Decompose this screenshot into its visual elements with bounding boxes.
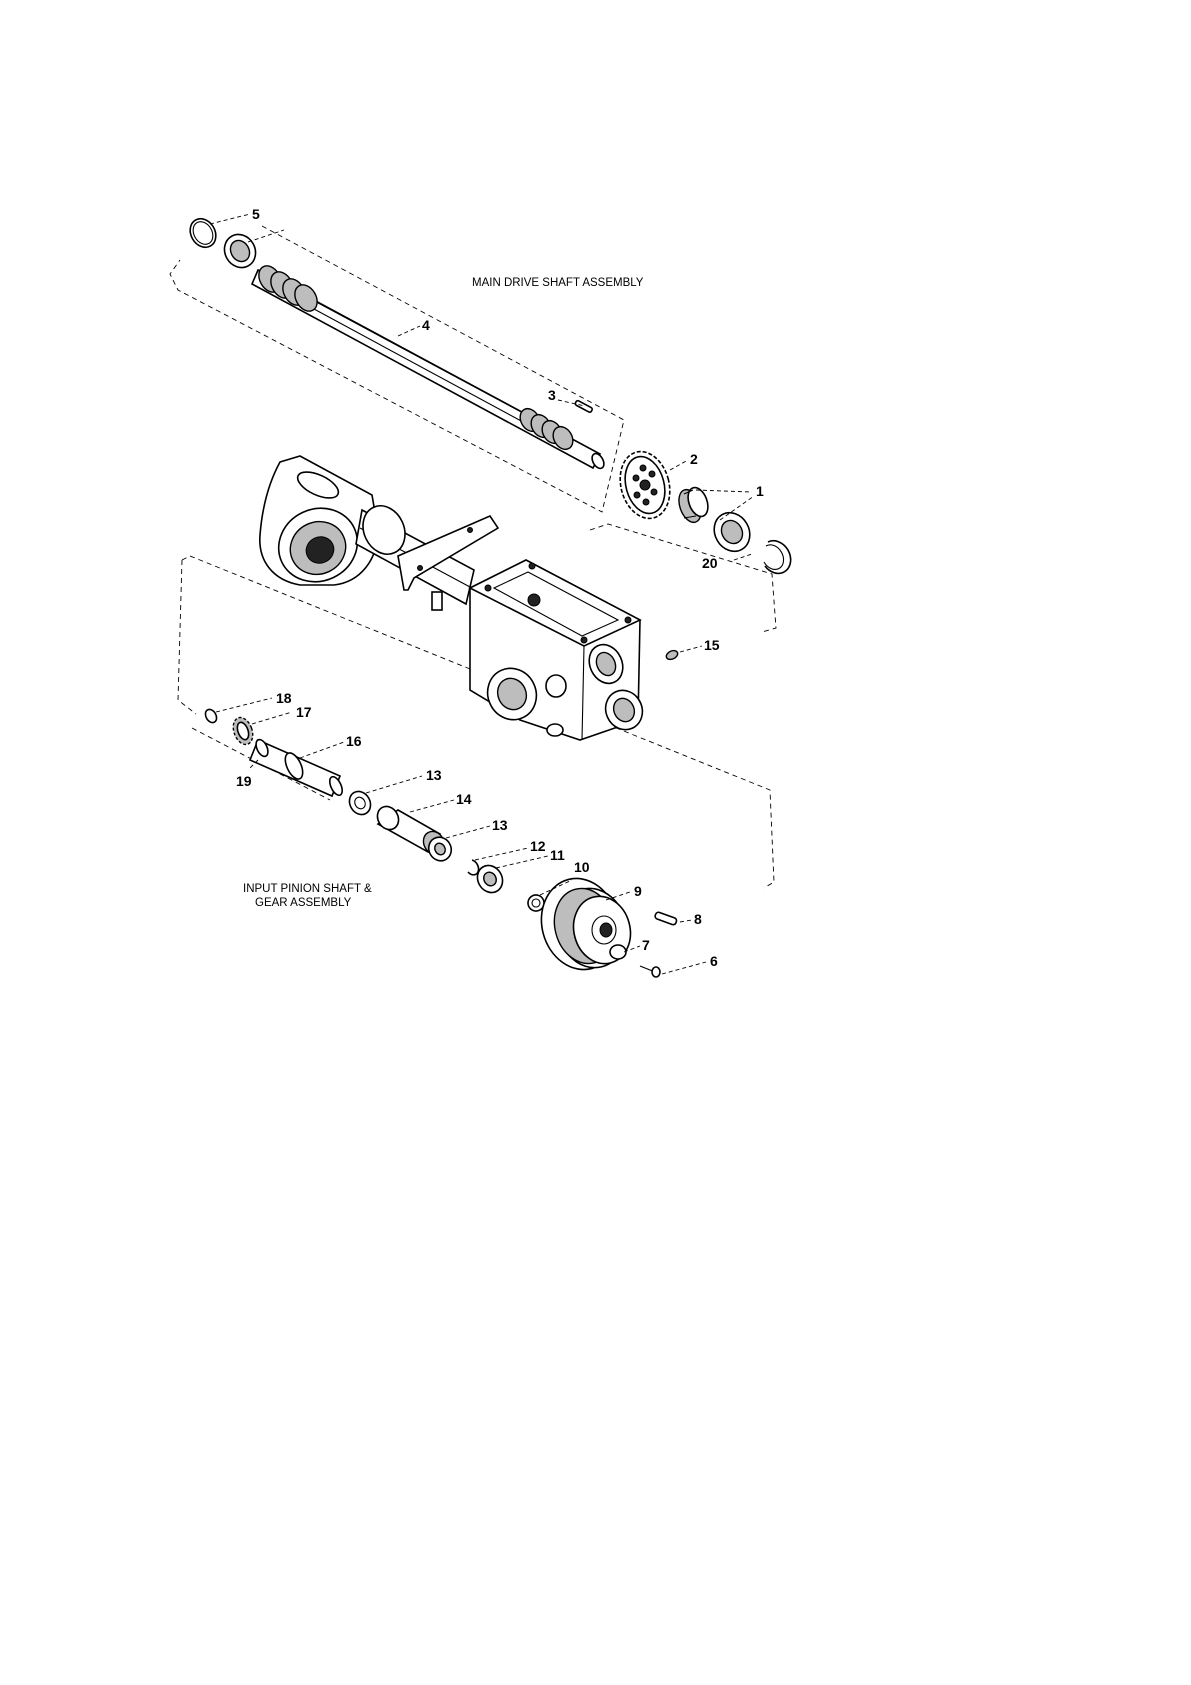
- callout-8: 8: [694, 911, 702, 927]
- transmission-housing: [260, 456, 649, 740]
- callout-19: 19: [236, 773, 252, 789]
- input-pinion-assembly-title-line1: INPUT PINION SHAFT &: [243, 883, 372, 895]
- shaft-worm-threads-left: [254, 262, 321, 315]
- vent-plug-part: [665, 649, 679, 661]
- snap-ring-small-part: [468, 860, 479, 875]
- callout-4: 4: [422, 317, 430, 333]
- pulley-part: [531, 870, 637, 979]
- input-pinion-assembly-title-line2: GEAR ASSEMBLY: [255, 897, 352, 909]
- pinion-gear-part: [230, 715, 256, 747]
- retaining-ring-part: [185, 214, 221, 252]
- pinion-retaining-ring-part: [203, 707, 219, 724]
- callout-12: 12: [530, 838, 546, 854]
- pulley-key-part: [654, 911, 677, 925]
- callout-2: 2: [690, 451, 698, 467]
- bearing-cone-part: [675, 485, 712, 526]
- bearing-race-part: [707, 506, 756, 558]
- shaft-worm-threads-right: [516, 405, 577, 453]
- callout-18: 18: [276, 690, 292, 706]
- main-drive-assembly-title: MAIN DRIVE SHAFT ASSEMBLY: [472, 277, 644, 289]
- callout-14: 14: [456, 791, 472, 807]
- callout-3: 3: [548, 387, 556, 403]
- callout-15: 15: [704, 637, 720, 653]
- callout-20: 20: [702, 555, 718, 571]
- spur-gear-part: [613, 446, 677, 524]
- main-drive-shaft-part: [252, 262, 606, 471]
- callout-1: 1: [756, 483, 764, 499]
- callout-7: 7: [642, 937, 650, 953]
- callout-5: 5: [252, 206, 260, 222]
- callout-13-upper: 13: [426, 767, 442, 783]
- snap-ring-part: [764, 541, 791, 574]
- pulley-washer-part: [610, 945, 626, 959]
- pulley-bolt-part: [640, 966, 660, 977]
- callout-11: 11: [550, 847, 565, 863]
- callout-9: 9: [634, 883, 642, 899]
- callout-16: 16: [346, 733, 362, 749]
- input-pinion-shaft-part: [250, 738, 345, 797]
- callout-10: 10: [574, 859, 590, 875]
- bearing-cup-part: [219, 229, 262, 273]
- thrust-washer-part-a: [345, 788, 374, 819]
- callout-6: 6: [710, 953, 718, 969]
- callout-17: 17: [296, 704, 312, 720]
- callout-13-lower: 13: [492, 817, 508, 833]
